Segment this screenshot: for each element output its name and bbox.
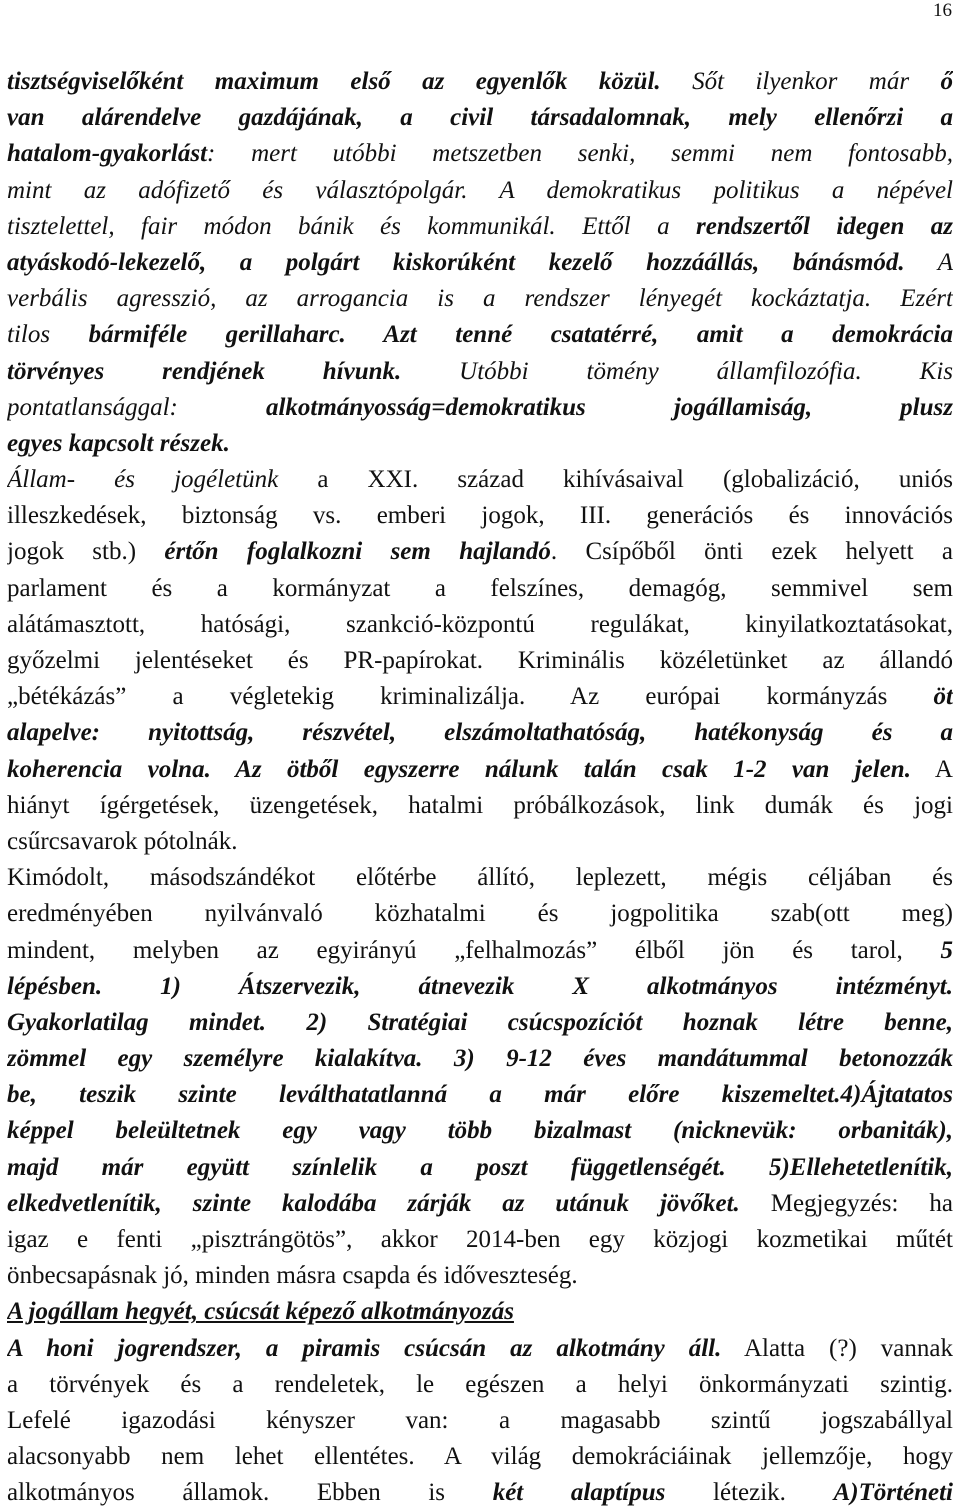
text-line: [7, 1331, 953, 1367]
text-line: [7, 100, 953, 136]
text-run: igaz e fenti „pisztrángötös”, akkor 2014-ben egy közjogi kozmetikai műtét: [7, 1226, 953, 1253]
text-line: [7, 209, 953, 245]
text-line: [7, 534, 953, 570]
body-text: [7, 64, 953, 1512]
text-run: pontatlansággal:: [7, 393, 266, 421]
text-run: elkedvetlenítik, szinte kalodába zárják az utánuk jövőket.: [7, 1189, 740, 1217]
text-run: Lefelé igazodási kényszer van: a magasabb szintű jogszabállyal: [7, 1406, 953, 1434]
text-run: zömmel egy személyre kialakítva. 3) 9-12 éves mandátummal betonozzák: [7, 1045, 953, 1073]
text-run: atyáskodó-lekezelő, a polgárt kiskorúként kezelő hozzáállás, bánásmód.: [7, 248, 905, 276]
text-run: tilos: [7, 321, 89, 349]
text-run: Ezért: [871, 285, 953, 313]
text-run: tisztségviselőként maximum első az egyenlők közül.: [7, 68, 661, 95]
text-run: képpel beleültetnek egy vagy több bizalmast (nicknevük: orbaniták),: [7, 1117, 953, 1145]
text-run: ő: [940, 68, 953, 95]
text-run: Gyakorlatilag mindet. 2) Stratégiai csúcspozíciót hoznak létre benne,: [7, 1008, 953, 1036]
text-run: alacsonyabb nem lehet ellentétes. A világ demokráciáinak jellemzője, hogy: [7, 1443, 953, 1471]
text-line: [7, 679, 953, 715]
text-line: [7, 1258, 953, 1294]
text-line: [7, 317, 953, 353]
text-line: [7, 933, 953, 969]
text-run: Ettől a: [555, 212, 696, 240]
text-run: Utóbbi tömény államfilozófia.: [401, 357, 862, 385]
text-line: [7, 390, 953, 426]
text-run: alapelve: nyitottság, részvétel, elszámoltathatóság, hatékonyság és a: [7, 719, 953, 747]
text-run: öt: [933, 683, 953, 711]
text-line: [7, 1186, 953, 1222]
text-run: tisztelettel, fair módon bánik és kommunikál.: [7, 212, 556, 240]
text-run: hiányt ígérgetések, üzengetések, hatalmi próbálkozások, link dumák és jogi: [7, 791, 953, 819]
text-run: mint az adófizető és választópolgár.: [7, 176, 468, 204]
text-run: . Csípőből önti ezek helyett a: [550, 538, 953, 566]
text-run: Kimódolt, másodszándékot előtérbe állító, leplezett, mégis céljában és: [7, 864, 953, 892]
text-run: eredményében nyilvánvaló közhatalmi és jogpolitika szab(ott meg): [7, 900, 953, 928]
text-line: [7, 1439, 953, 1475]
text-line: [7, 1005, 953, 1041]
text-line: [7, 462, 953, 498]
text-run: értőn foglalkozni sem hajlandó: [164, 538, 551, 566]
page-number: 16: [933, 0, 952, 21]
text-run: van alárendelve gazdájának, a civil társadalomnak, mely ellenőrzi a: [7, 104, 953, 132]
text-run: győzelmi jelentéseket és PR-papírokat. Kriminális közéletünket az állandó: [7, 647, 953, 674]
text-line: [7, 571, 953, 607]
text-run: csűrcsavarok pótolnák.: [7, 827, 238, 855]
text-line: [7, 788, 953, 824]
text-run: A demokratikus politikus a népével: [467, 176, 953, 204]
text-run: koherencia volna. Az ötből egyszerre nálunk talán csak 1-2 van jelen.: [7, 755, 911, 783]
text-line: [7, 607, 953, 643]
text-line: [7, 896, 953, 932]
text-line: [7, 1475, 953, 1511]
text-run: be, teszik szinte leválthatatlanná a már előre kiszemeltet.4)Ájtatatos: [7, 1081, 953, 1109]
text-line: [7, 136, 953, 172]
text-run: A)Történeti: [833, 1479, 953, 1507]
text-line: [7, 1222, 953, 1258]
text-run: létezik.: [665, 1479, 834, 1507]
text-run: lépésben. 1) Átszervezik, átnevezik X alkotmányos intézményt.: [7, 972, 953, 1000]
text-run: alkotmányosság=demokratikus jogállamiság, plusz: [265, 393, 953, 421]
text-line: [7, 281, 953, 317]
text-run: a XXI. század kihívásaival (globalizáció, uniós: [278, 466, 953, 494]
text-line: [7, 969, 953, 1005]
text-line: [7, 643, 953, 679]
text-run: : mert utóbbi metszetben senki, semmi nem fontosabb,: [207, 140, 953, 168]
text-run: jogok stb.): [7, 538, 165, 566]
text-run: 5: [940, 936, 953, 964]
text-run: A: [910, 755, 953, 783]
text-run: rendszertől idegen az: [696, 212, 953, 240]
text-run: majd már együtt színlelik a poszt függetlenségét. 5)Ellehetetlenítik,: [7, 1153, 953, 1181]
text-run: Sőt ilyenkor már: [660, 68, 941, 95]
text-run: bármiféle gerillaharc.: [88, 321, 346, 349]
text-line: [7, 1294, 953, 1330]
text-line: [7, 498, 953, 534]
text-run: alátámasztott, hatósági, szankció-központú regulákat, kinyilatkoztatásokat,: [7, 610, 953, 638]
text-line: [7, 173, 953, 209]
text-run: hatalom-gyakorlást: [7, 140, 208, 168]
text-line: [7, 1367, 953, 1403]
text-line: [7, 824, 953, 860]
text-run: A jogállam hegyét, csúcsát képező alkotmányozás: [7, 1298, 514, 1326]
text-run: a törvények és a rendeletek, le egészen a helyi önkormányzati szintig.: [7, 1370, 953, 1398]
text-run: törvényes rendjének hívunk.: [7, 357, 402, 385]
text-run: egyes kapcsolt részek.: [7, 429, 230, 457]
text-run: Kis: [861, 357, 953, 385]
text-line: [7, 1041, 953, 1077]
text-run: Állam- és jogéletünk: [7, 466, 279, 494]
text-line: [7, 1150, 953, 1186]
text-run: önbecsapásnak jó, minden másra csapda és időveszteség.: [7, 1262, 578, 1290]
text-run: alkotmányos államok. Ebben is: [7, 1479, 493, 1507]
text-line: [7, 1077, 953, 1113]
text-line: [7, 64, 953, 100]
text-line: [7, 426, 953, 462]
text-run: „bétékázás” a végletekig kriminalizálja. Az európai kormányzás: [7, 683, 934, 711]
text-run: mindent, melyben az egyirányú „felhalmozás” élből jön és tarol,: [7, 936, 941, 964]
text-line: [7, 354, 953, 390]
text-line: [7, 752, 953, 788]
text-run: A: [904, 248, 953, 276]
text-run: két alaptípus: [492, 1479, 666, 1507]
text-line: [7, 245, 953, 281]
text-run: Megjegyzés: ha: [739, 1189, 953, 1217]
text-line: [7, 715, 953, 751]
text-run: Alatta (?) vannak: [721, 1334, 953, 1362]
text-run: Azt tenné csatatérré, amit a demokrácia: [345, 321, 953, 349]
text-run: parlament és a kormányzat a felszínes, demagóg, semmivel sem: [7, 574, 953, 602]
text-line: [7, 860, 953, 896]
text-run: verbális agresszió, az arrogancia is a rendszer lényegét kockáztatja.: [7, 285, 872, 313]
text-run: illeszkedések, biztonság vs. emberi jogok, III. generációs és innovációs: [7, 502, 953, 530]
text-line: [7, 1403, 953, 1439]
text-run: A honi jogrendszer, a piramis csúcsán az alkotmány áll.: [7, 1334, 722, 1362]
text-line: [7, 1113, 953, 1149]
